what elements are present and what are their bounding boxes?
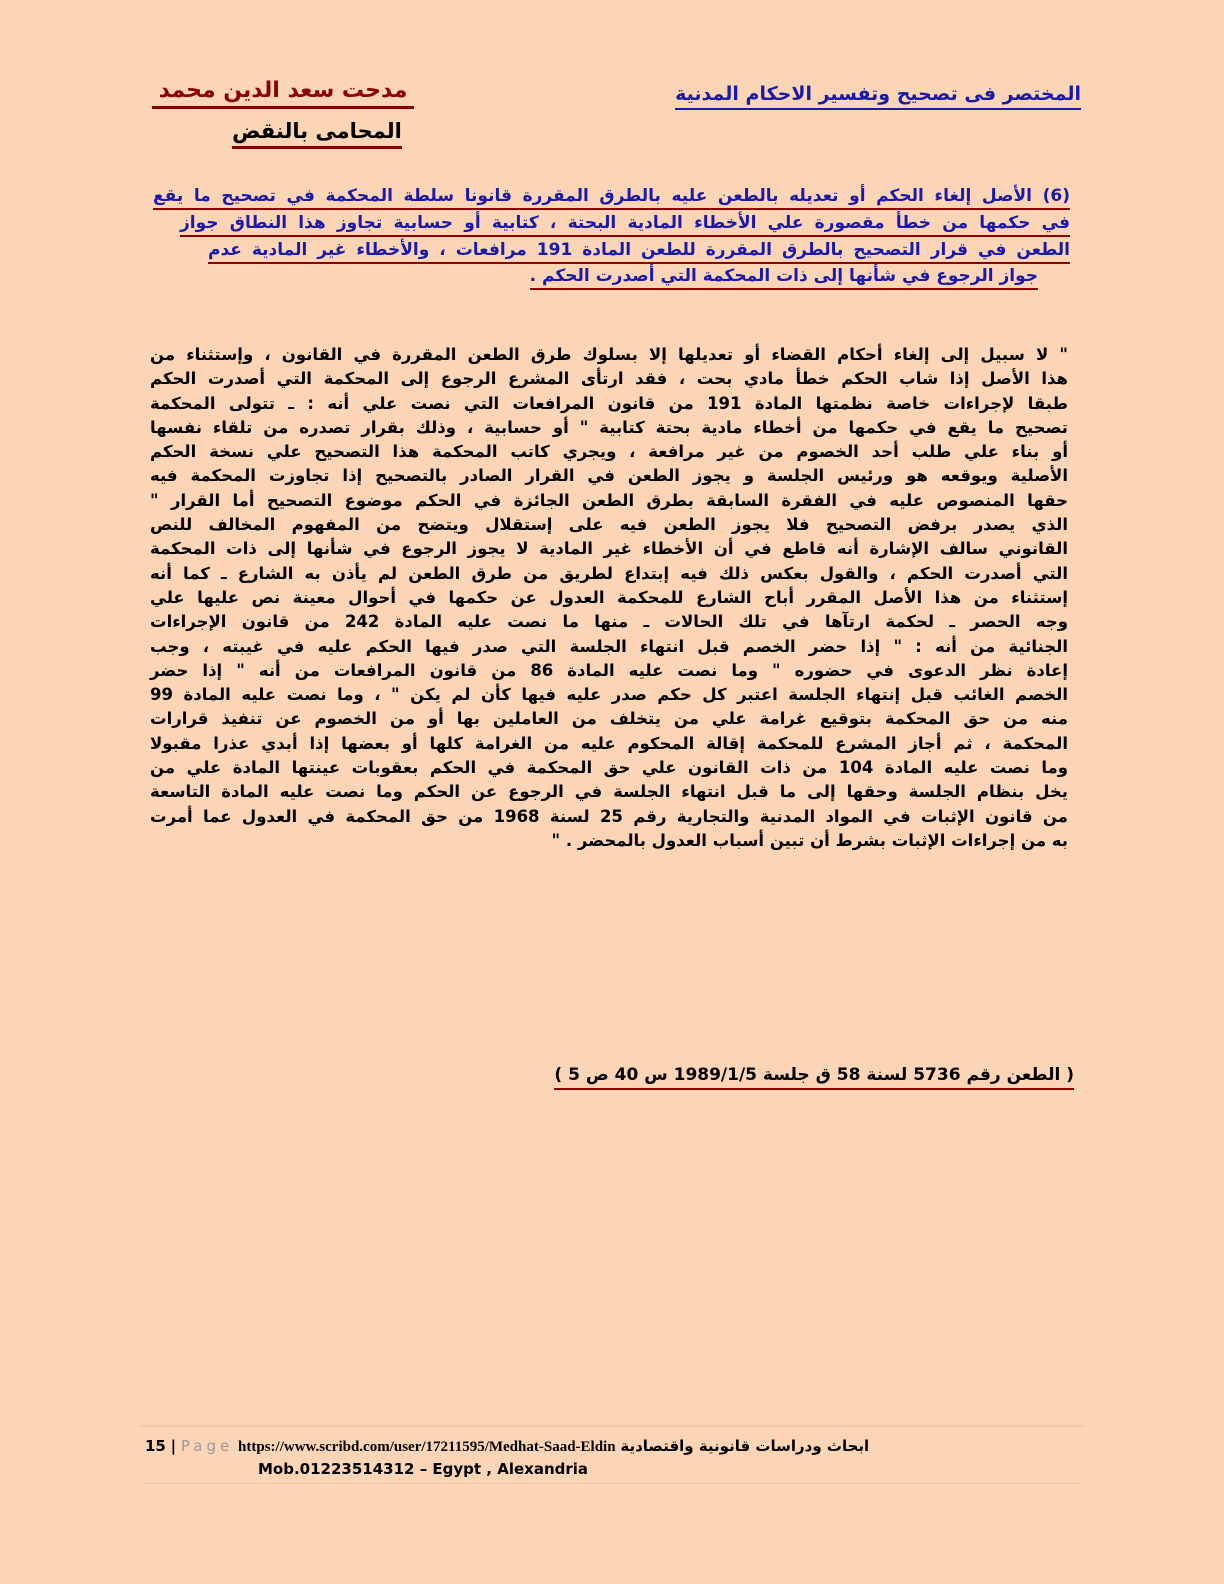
- scribd-link[interactable]: https://www.scribd.com/user/17211595/Medhat-Saad-Eldin: [238, 1439, 616, 1455]
- page-separator: |: [170, 1437, 177, 1455]
- body-line: هذا الأصل إذا شاب الحكم خطأ مادي بحت ، فقد ارتأى المشرع الرجوع إلى المحكمة التي أصدرت الحكم: [150, 369, 1068, 389]
- footer-line: [145, 1437, 869, 1456]
- body-line: المحكمة ، ثم أجاز المشرع للمحكمة إقالة المحكوم عليه من الغرامة كلها أو بعضها إذا أبدي عذرا مقبولا: [150, 733, 1068, 753]
- body-line: تصحيح ما يقع في حكمها من أخطاء مادية بحتة كتابية " أو حسابية ، وذلك بقرار تصدره من تلقاء نفسها: [150, 417, 1068, 437]
- body-line: الأصلية ويوقعه هو ورئيس الجلسة و يجوز الطعن في القرار الصادر بالتصحيح إذا تجاوزت المحكمة فيه: [150, 466, 1068, 486]
- body-line: منه من حق المحكمة بتوقيع غرامة علي من يتخلف من العاملين بها أو من الخصوم عن تنفيذ قرارات: [150, 709, 1068, 729]
- body-line: القانوني سالف الإشارة أنه قاطع في أن الأخطاء غير المادية لا يجوز الرجوع في شأنها إلى ذات المحكمة: [150, 539, 1068, 559]
- body-line: يخل بنظام الجلسة وحقها إلى ما قبل انتهاء الجلسة في الرجوع عن الحكم وما نصت عليه المادة التاسعة: [150, 782, 1068, 802]
- body-line: الجنائية من أنه : " إذا حضر الخصم قبل انتهاء الجلسة التي صدر فيها الحكم عليه في غيبته ، وجب: [150, 636, 1068, 656]
- highlight-line: (6) الأصل إلغاء الحكم أو تعديله بالطعن عليه بالطرق المقررة قانونا سلطة المحكمة في تصحيح ما يقع: [153, 184, 1070, 210]
- body-line: من قانون الإثبات في المواد المدنية والتجارية رقم 25 لسنة 1968 من حق المحكمة في العدول عما أمرت: [150, 806, 1068, 826]
- body-line: التي أصدرت الحكم ، والقول بعكس ذلك فيه إبتداع لطريق من طرق الطعن لم يأذن به الشارع ـ كما أنه: [150, 563, 1068, 583]
- highlight-line: في حكمها من خطأ مقصورة علي الأخطاء المادية البحتة ، كتابية أو حسابية تجاوز هذا النطاق جواز: [180, 211, 1070, 237]
- author-name: مدحت سعد الدين محمد: [152, 76, 414, 109]
- document-title: المختصر فى تصحيح وتفسير الاحكام المدنية: [675, 80, 1081, 110]
- body-line: حقها المنصوص عليه في الفقرة السابقة بطرق الطعن الجائزة في الحكم موضوع التصحيح أما القرار ": [150, 490, 1068, 510]
- site-label: ابحاث ودراسات قانونية واقتصادية: [620, 1437, 870, 1455]
- body-line: وما نصت عليه المادة 104 من ذات القانون علي حق المحكمة في الحكم بعقوبات عينتها المادة علي من: [150, 758, 1069, 778]
- body-line: به من إجراءات الإثبات بشرط أن تبين أسباب العدول بالمحضر . ": [551, 830, 1068, 850]
- body-line: طبقا لإجراءات خاصة نظمتها المادة 191 من قانون المرافعات التي نصت علي أنه : ـ تتولى المحكمة: [150, 393, 1068, 413]
- page-number: 15: [145, 1437, 166, 1455]
- body-line: الخصم الغائب قبل إنتهاء الجلسة اعتبر كل حكم صدر عليه فيها كأن لم يكن " ، وما نصت عليه المادة 99: [150, 685, 1068, 705]
- body-line: إستثناء من هذا الأصل المقرر أباح الشارع للمحكمة العدول عن حكمها في أحوال معينة نص عليها علي: [150, 587, 1068, 607]
- footer-contact: Mob.01223514312 – Egypt , Alexandria: [258, 1460, 589, 1478]
- footer-divider: [140, 1425, 1084, 1427]
- body-line: الذي يصدر برفض التصحيح فلا يجوز الطعن فيه على إستقلال ويتضح من المفهوم المخالف للنص: [150, 515, 1068, 535]
- body-line: أو بناء علي طلب أحد الخصوم من غير مرافعة ، ويجري كاتب المحكمة هذا التصحيح علي نسخة الحكم: [150, 442, 1068, 462]
- case-citation: ( الطعن رقم 5736 لسنة 58 ق جلسة 1989/1/5 س 40 ص 5 ): [554, 1062, 1074, 1090]
- highlight-line: جواز الرجوع في شأنها إلى ذات المحكمة التي أصدرت الحكم .: [530, 264, 1038, 290]
- body-line: إعادة نظر الدعوى في حضوره " وما نصت عليه المادة 86 من قانون المرافعات من أنه " إذا حضر: [150, 660, 1068, 680]
- highlight-line: الطعن في قرار التصحيح بالطرق المقررة للطعن المادة 191 مرافعات ، والأخطاء غير المادية عدم: [208, 238, 1070, 264]
- page-word: Page: [180, 1437, 234, 1455]
- quoted-ruling-body: [150, 343, 1068, 853]
- body-line: " لا سبيل إلى إلغاء أحكام القضاء أو تعديلها إلا بسلوك طرق الطعن المقررة في القانون ، وإستثناء من: [150, 345, 1068, 364]
- footer-bottom-divider: [140, 1483, 1084, 1484]
- body-line: وجه الحصر ـ لحكمة ارتآها في تلك الحالات ـ منها ما نصت عليه المادة 242 من قانون الإجراءات: [150, 612, 1068, 632]
- author-role: المحامى بالنقض: [232, 116, 402, 149]
